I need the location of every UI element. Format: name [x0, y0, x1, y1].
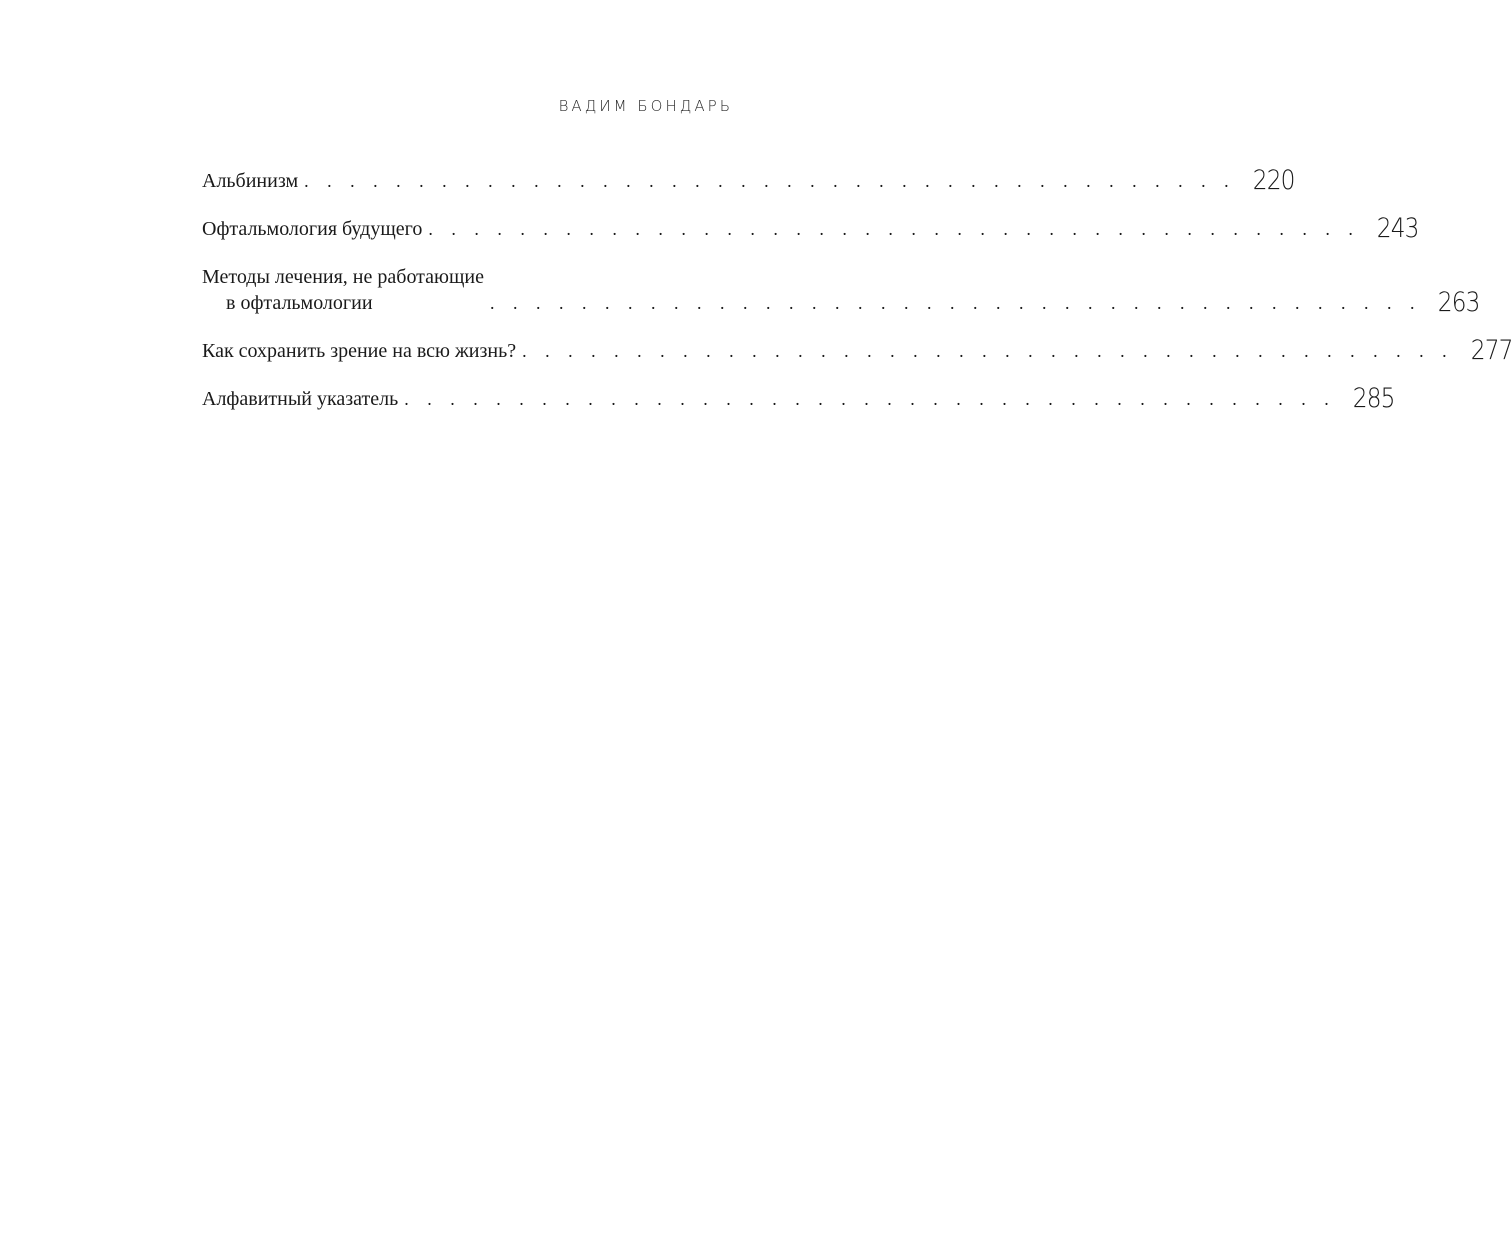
- toc-entry-title: Алфавитный указатель: [202, 388, 399, 410]
- toc-page-number: 243: [1376, 213, 1419, 244]
- toc-leader-dots: . . . . . . . . . . . . . . . . . . . . . . . . . . . . . . . . . . . . . . . . .: [489, 293, 1422, 313]
- toc-page-number: 277: [1470, 335, 1512, 366]
- toc-leader-dots: . . . . . . . . . . . . . . . . . . . . . . . . . . . . . . . . . . . . . . . . .: [304, 171, 1236, 191]
- toc-entry[interactable]: [202, 200, 1419, 248]
- toc-entry[interactable]: [202, 322, 1512, 370]
- toc-page-number: 285: [1352, 383, 1395, 414]
- toc-entry-title: [202, 264, 484, 322]
- toc-entry[interactable]: [202, 152, 1295, 200]
- toc-page-number: 263: [1438, 287, 1481, 318]
- toc-entry[interactable]: [202, 370, 1395, 418]
- toc-entry-title-line1: Методы лечения, не работающие: [202, 266, 484, 288]
- running-header-author: ВАДИМ БОНДАРЬ: [558, 97, 733, 115]
- toc-entry-title: Альбинизм: [202, 170, 299, 192]
- toc-entry-title: Офтальмология будущего: [202, 218, 423, 240]
- toc-leader-dots: . . . . . . . . . . . . . . . . . . . . . . . . . . . . . . . . . . . . . . . . .: [428, 219, 1360, 239]
- toc-leader-dots: . . . . . . . . . . . . . . . . . . . . . . . . . . . . . . . . . . . . . . . . .: [404, 389, 1336, 409]
- toc-page-number: 220: [1252, 165, 1295, 196]
- toc-entry[interactable]: [202, 248, 1481, 322]
- toc-entry-title: Как сохранить зрение на всю жизнь?: [202, 340, 517, 362]
- toc-entry-title-line2: в офтальмологии: [226, 292, 373, 314]
- toc-leader-dots: . . . . . . . . . . . . . . . . . . . . . . . . . . . . . . . . . . . . . . . . .: [522, 341, 1454, 361]
- table-of-contents: [202, 152, 1512, 418]
